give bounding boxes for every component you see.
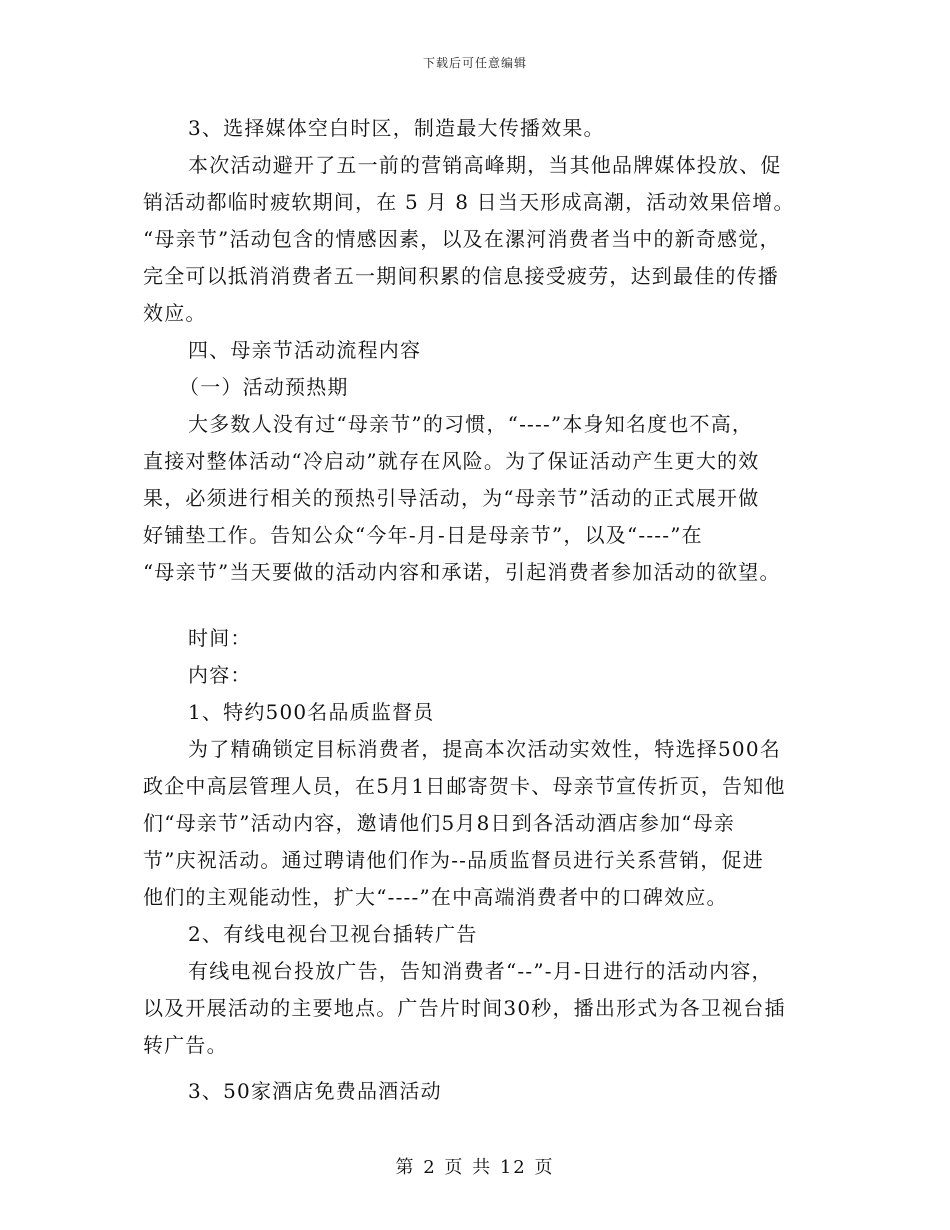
page-number: 第 2 页 共 12 页 — [395, 1157, 555, 1178]
text-line: “母亲节”活动包含的情感因素，以及在漯河消费者当中的新奇感觉， — [143, 227, 781, 251]
subsection-heading: （一）活动预热期 — [179, 375, 349, 399]
text-line: 直接对整体活动“冷启动”就存在风险。为了保证活动产生更大的效 — [143, 449, 760, 473]
text-line: 他们的主观能动性，扩大“----”在中高端消费者中的口碑效应。 — [143, 885, 728, 909]
text-line: 效应。 — [143, 301, 207, 325]
text-line: “母亲节”当天要做的活动内容和承诺，引起消费者参加活动的欲望。 — [143, 560, 781, 584]
text-line: 销活动都临时疲软期间，在 5 月 8 日当天形成高潮，活动效果倍增。 — [143, 190, 795, 214]
text-line: 为了精确锁定目标消费者，提高本次活动实效性，特选择500名 — [188, 737, 781, 761]
text-line: 完全可以抵消消费者五一期间积累的信息接受疲劳，达到最佳的传播 — [143, 264, 779, 288]
text-line: 政企中高层管理人员，在5月1日邮寄贺卡、母亲节宣传折页，告知他 — [143, 774, 786, 798]
section-heading: 四、母亲节活动流程内容 — [188, 338, 422, 362]
text-line: 转广告。 — [143, 1033, 228, 1057]
text-line: 有线电视台投放广告，告知消费者“--”-月-日进行的活动内容， — [188, 959, 773, 983]
item-heading: 3、50家酒店免费品酒活动 — [188, 1079, 442, 1103]
text-line: 好铺垫工作。告知公众“今年-月-日是母亲节”，以及“----”在 — [143, 523, 703, 547]
item-heading: 2、有线电视台卫视台插转广告 — [188, 922, 478, 946]
text-line: 3、选择媒体空白时区，制造最大传播效果。 — [188, 116, 605, 140]
page-header-note: 下载后可任意编辑 — [422, 56, 527, 70]
text-line: 节”庆祝活动。通过聘请他们作为--品质监督员进行关系营销，促进 — [143, 848, 764, 872]
content-label: 内容： — [188, 663, 252, 687]
item-heading: 1、特约500名品质监督员 — [188, 700, 435, 724]
time-label: 时间： — [188, 626, 252, 650]
text-line: 本次活动避开了五一前的营销高峰期，当其他品牌媒体投放、促 — [188, 153, 782, 177]
text-line: 们“母亲节”活动内容，邀请他们5月8日到各活动酒店参加“母亲 — [143, 811, 736, 835]
text-line: 以及开展活动的主要地点。广告片时间30秒，播出形式为各卫视台插 — [143, 996, 786, 1020]
text-line: 大多数人没有过“母亲节”的习惯，“----”本身知名度也不高， — [188, 412, 754, 436]
text-line: 果，必须进行相关的预热引导活动，为“母亲节”活动的正式展开做 — [143, 486, 760, 510]
